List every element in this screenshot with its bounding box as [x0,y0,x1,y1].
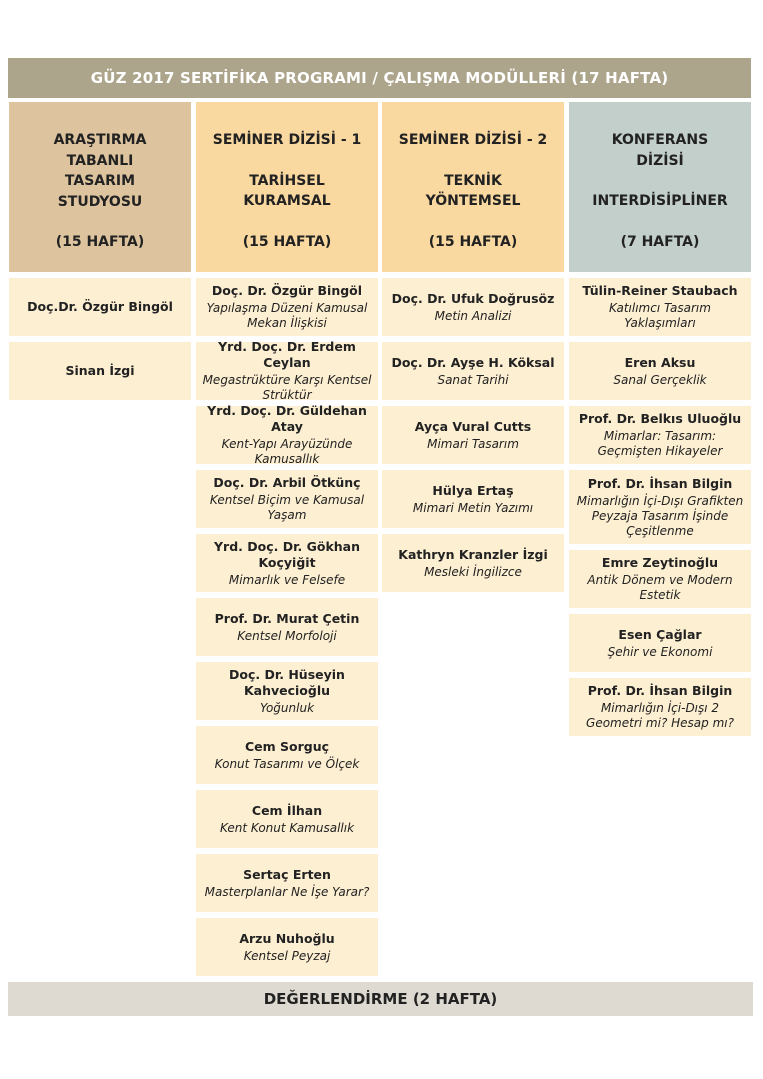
instructor-cell [196,470,378,528]
header-line: SEMİNER DİZİSİ - 2 [398,132,548,148]
header-duration: (7 HAFTA) [620,233,700,250]
lecture-topic: Sanal Gerçeklik [613,372,707,387]
header-duration: (15 HAFTA) [55,234,145,250]
lecture-topic: Kentsel Morfoloji [237,628,337,643]
instructor-cell [196,918,378,976]
lecture-topic: Mimari Tasarım [427,436,519,451]
header-sub-line: INTERDİSİPLİNER [592,193,728,209]
column-conference-series [569,102,751,742]
instructor-name: Cem İlhan [251,802,323,818]
header-sub-line: YÖNTEMSEL [425,193,521,209]
instructor-cell [196,854,378,912]
instructor-name: Cem Sorguç [244,738,330,754]
header-line: STUDYOSU [57,193,143,210]
instructor-cell [569,678,751,736]
column-header [196,102,378,272]
instructor-cell [382,534,564,592]
header-sub [196,171,378,212]
lecture-topic: Kentsel Peyzaj [243,948,331,963]
lecture-topic: Mimarlığın İçi-Dışı Grafikten Peyzaja Tasarım İşinde Çeşitlenme [576,493,744,538]
instructor-name: Doç.Dr. Özgür Bingöl [27,299,173,314]
instructor-name: Sertaç Erten [243,866,331,882]
lecture-topic: Kent Konut Kamusallık [219,820,355,835]
instructor-name: Sinan İzgi [65,363,135,378]
instructor-cell [196,662,378,720]
instructor-name: Yrd. Doç. Dr. Erdem Ceylan [218,339,356,370]
instructor-cell [196,339,378,402]
instructor-name: Prof. Dr. İhsan Bilgin [587,683,733,698]
header-duration: (15 HAFTA) [428,233,518,250]
column-header [569,102,751,272]
instructor-cell [569,278,751,336]
instructor-name: Doç. Dr. Ufuk Doğrusöz [391,290,555,306]
lecture-topic: Yapılaşma Düzeni Kamusal Mekan İlişkisi [206,301,368,330]
lecture-topic: Mimarlık ve Felsefe [228,572,346,587]
instructor-name: Prof. Dr. Belkıs Uluoğlu [578,411,742,426]
instructor-name: Tülin-Reiner Staubach [582,283,738,298]
header-duration: (15 HAFTA) [242,233,332,250]
instructor-cell [569,550,751,608]
header-sub-line: TEKNİK [444,172,502,189]
lecture-topic: Katılımcı Tasarım Yaklaşımları [609,301,711,330]
header-line: TABANLI [66,152,134,169]
lecture-topic: Masterplanlar Ne İşe Yarar? [204,884,370,899]
instructor-cell [569,614,751,672]
header-line: KONFERANS [611,132,709,148]
instructor-name: Eren Aksu [624,354,696,370]
column-header [382,102,564,272]
instructor-cell [382,406,564,464]
header-line: DİZİSİ [636,152,684,169]
instructor-cell [9,278,191,336]
lecture-topic: Mesleki İngilizce [424,564,522,579]
program-title: GÜZ 2017 SERTİFİKA PROGRAMI / ÇALIŞMA MODÜLLERİ (17 HAFTA) [8,58,751,98]
instructor-cell [196,790,378,848]
column-research-studio [9,102,191,406]
instructor-name: Prof. Dr. Murat Çetin [214,610,360,626]
instructor-name: Prof. Dr. İhsan Bilgin [587,475,733,491]
lecture-topic: Mimari Metin Yazımı [412,500,534,515]
instructor-cell [569,470,751,544]
header-line: ARAŞTIRMA [53,132,147,148]
instructor-name: Emre Zeytinoğlu [601,555,719,570]
instructor-name: Doç. Dr. Ayşe H. Köksal [391,354,555,370]
lecture-topic: Konut Tasarımı ve Ölçek [214,756,360,771]
instructor-name: Yrd. Doç. Dr. Gökhan Koçyiğit [214,538,360,570]
lecture-topic: Mimarlar: Tasarım: Geçmişten Hikayeler [597,429,723,458]
lecture-topic: Mimarlığın İçi-Dışı 2 Geometri mi? Hesap mı? [586,701,734,730]
instructor-cell [196,278,378,336]
lecture-topic: Megastrüktüre Karşı Kentsel Strüktür [202,373,372,402]
instructor-cell [9,342,191,400]
lecture-topic: Sanat Tarihi [437,372,509,387]
instructor-cell [196,534,378,592]
evaluation-footer: DEĞERLENDİRME (2 HAFTA) [8,982,753,1016]
lecture-topic: Şehir ve Ekonomi [607,644,713,659]
lecture-topic: Metin Analizi [434,308,512,323]
instructor-cell [196,403,378,466]
instructor-cell [382,342,564,400]
instructor-name: Ayça Vural Cutts [414,418,532,434]
instructor-cell [382,470,564,528]
instructor-cell [569,406,751,464]
lecture-topic: Antik Dönem ve Modern Estetik [587,573,733,602]
instructor-name: Doç. Dr. Arbil Ötkünç [213,475,361,490]
instructor-name: Hülya Ertaş [432,482,514,498]
header-sub-line: TARİHSEL [249,172,325,189]
lecture-topic: Yoğunluk [259,700,315,715]
lecture-topic: Kentsel Biçim ve Kamusal Yaşam [209,493,365,522]
lecture-topic: Kent-Yapı Arayüzünde Kamusallık [221,437,353,466]
instructor-name: Doç. Dr. Hüseyin Kahvecioğlu [229,666,345,698]
header-line: SEMİNER DİZİSİ - 1 [212,132,362,148]
instructor-cell [196,598,378,656]
instructor-name: Arzu Nuhoğlu [239,930,335,946]
header-sub [569,191,751,212]
instructor-name: Yrd. Doç. Dr. Güldehan Atay [207,403,367,434]
instructor-cell [196,726,378,784]
instructor-name: Doç. Dr. Özgür Bingöl [211,283,363,298]
column-header [9,102,191,272]
header-sub [382,171,564,212]
instructor-name: Esen Çağlar [618,626,702,642]
header-sub-line: KURAMSAL [243,193,331,209]
instructor-cell [569,342,751,400]
column-seminar-series-1 [196,102,378,982]
instructor-cell [382,278,564,336]
instructor-name: Kathryn Kranzler İzgi [398,546,548,562]
column-seminar-series-2 [382,102,564,598]
header-line: TASARIM [64,173,136,189]
